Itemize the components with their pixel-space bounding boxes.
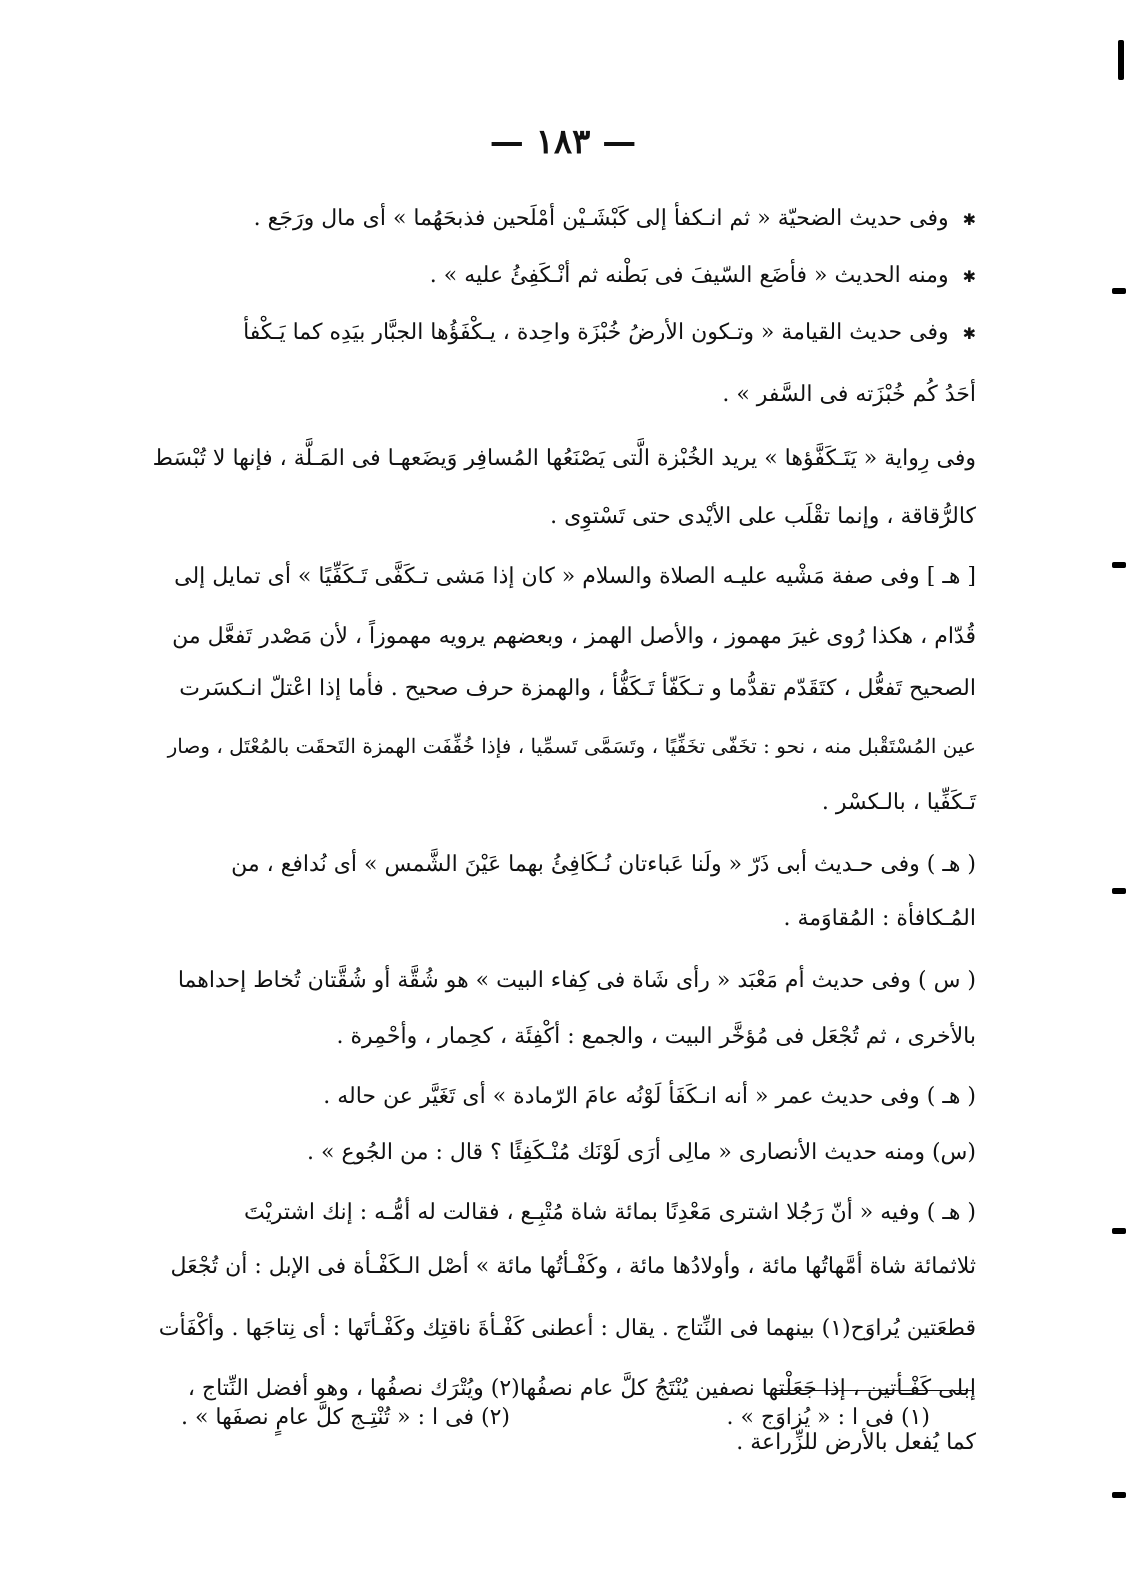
text-line (337, 1008, 977, 1065)
text-line (429, 247, 976, 305)
line-text: الصحيح تَفعُّل ، كتَقَدّم تقدُّما و تـكَفّأ تَـكَفُّأ ، والهمزة حرف صحيح . فأما إذا اعْتلّ انـكسَرت (179, 676, 976, 701)
line-text: (س) ومنه حديث الأنصارى « مالِى أرَى لَوْنَك مُنْـكَفِئًا ؟ قال : من الجُوع » . (307, 1140, 976, 1165)
line-text: إبلى كَفْـأتين ، إذا جَعَلْتها نصفين يُنْتَجُ كلَّ عام نصفُها(٢) ويُتْرَك نصفُها ، وهو أفضل النِّتاج ، (187, 1376, 976, 1401)
text-line (178, 952, 976, 1009)
line-text: وفى حديث القيامة « وتـكون الأرضُ خُبْزَة واحِدة ، يـكْفَؤُها الجبَّار بيَدِه كما يَـكْفأ (243, 320, 949, 345)
footnote-1: (١) فى ا : « يُزاوَج » . (726, 1405, 930, 1430)
text-line (550, 488, 976, 545)
footnote-2: (٢) فى ا : « تُنْتِـج كلَّ عامٍ نصفَها » . (180, 1405, 510, 1430)
line-text: [ هـ ] وفى صفة مَشْيه عليـه الصلاة والسلام « كان إذا مَشى تـكَفَّى تَـكَفِّيًا » أى تمايل إلى (174, 564, 976, 589)
line-text: قُدّام ، هكذا رُوى غيرَ مهموز ، والأصل الهمز ، وبعضهم يرويه مهموزاً ، لأن مَصْدر تَفعَّل من (172, 624, 976, 649)
text-line (153, 430, 976, 487)
line-text: بالأخرى ، ثم تُجْعَل فى مُؤخَّر البيت ، والجمع : أكْفِئَة ، كحِمار ، وأحْمِرة . (336, 1024, 976, 1049)
scan-edge-mark (1112, 1228, 1126, 1234)
text-line (822, 774, 976, 831)
text-line (783, 890, 976, 947)
text-line (172, 608, 976, 665)
text-line (159, 1300, 976, 1357)
line-text: وفى رِواية « يَتَـكَفَّؤها » يريد الخُبْزة الَّتى يَصْنَعُها المُسافِر وَيضَعهـا فى المَـلَّة ، فإنها لا تُبْسَط (152, 446, 976, 471)
asterisk-icon: ✱ (962, 324, 976, 343)
text-line (307, 1124, 976, 1181)
asterisk-icon: ✱ (962, 210, 976, 229)
line-text: أحَدُ كُم خُبْزَته فى السَّفر » . (722, 382, 976, 407)
line-text: ( هـ ) وفى حديث عمر « أنه انـكَفَأ لَوْنُه عامَ الرّمادة » أى تَغَيَّر عن حاله . (323, 1084, 976, 1109)
line-text: ( هـ ) وفى حـديث أبى ذَرّ « ولَنا عَباءتان نُـكَافِئُ بهما عَيْنَ الشَّمس » أى نُدافع ، من (231, 852, 976, 877)
scan-edge-mark (1118, 40, 1124, 80)
line-text: قطعَتين يُراوَح(١) بينهما فى النِّتاج . يقال : أعطنى كَفْـأةَ ناقتِك وكَفْـأتَها : أى نِتاجَها . وأكْفَأت (158, 1316, 976, 1341)
line-text: عين المُسْتَقْبل منه ، نحو : تخَفّى تخَفِّيًا ، وتَسَمَّى تَسمِّيا ، فإذا خُفِّفَت الهمزة التَحقَت بالمُعْتَل ، وصار (167, 734, 976, 758)
scan-edge-mark (1112, 888, 1126, 894)
line-text: المُـكافأة : المُقاوَمة . (783, 906, 976, 931)
text-line (168, 718, 976, 775)
text-line (323, 1068, 976, 1125)
line-text: ( هـ ) وفيه « أنّ رَجُلا اشترى مَعْدِنًا بمائة شاة مُتْبِـع ، فقالت له أمُّـه : إنك اشتريْتَ (243, 1200, 976, 1225)
asterisk-icon: ✱ (962, 267, 976, 286)
text-line (243, 304, 976, 362)
text-line (722, 366, 976, 423)
footnote-rule (775, 1390, 973, 1391)
line-text: وفى حديث الضحيّة « ثم انـكفأ إلى كَبْشَـيْن أمْلَحين فذبحَهُما » أى مال ورَجَع . (253, 206, 949, 231)
scan-edge-mark (1112, 1492, 1126, 1498)
text-line (231, 836, 976, 893)
text-line (244, 1184, 976, 1241)
scan-edge-mark (1112, 288, 1126, 294)
line-text: ( س ) وفى حديث أم مَعْبَد « رأى شَاة فى كِفاء البيت » هو شُقَّة أو شُقَّتان تُخاط إحداهما (177, 968, 976, 993)
text-line (174, 548, 976, 605)
line-text: كالرُّقاقة ، وإنما تقْلَب على الأيْدى حتى تَسْتوِى . (550, 504, 976, 529)
text-line (179, 660, 976, 717)
scan-edge-mark (1112, 562, 1126, 568)
line-text: كما يُفعل بالأرض للزِّراعة . (736, 1430, 976, 1455)
line-text: ومنه الحديث « فأضَع السّيفَ فى بَطْنه ثم أنْـكَفِئُ عليه » . (429, 263, 949, 288)
text-line (253, 190, 976, 248)
line-text: تَـكَفِّيا ، بالـكسْر . (821, 790, 976, 815)
text-line (171, 1238, 976, 1295)
page-number: — ١٨٣ — (489, 122, 637, 162)
line-text: ثلاثمائة شاة أمَّهاتُها مائة ، وأولادُها مائة ، وكَفْـأتُها مائة » أصْل الـكَفْـأة فى الإبل : أن تُجْعَل (170, 1254, 976, 1279)
